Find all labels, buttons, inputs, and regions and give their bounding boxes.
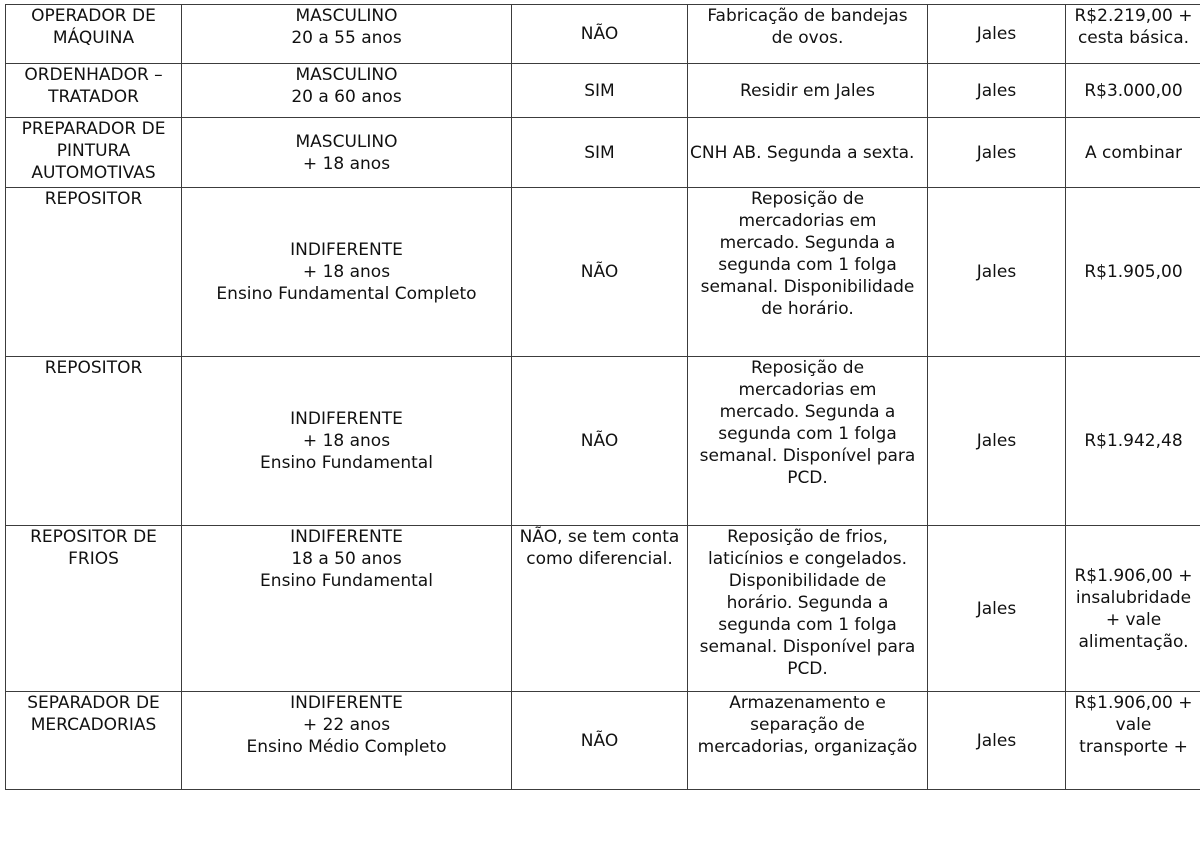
requisitos-line: INDIFERENTE [290, 527, 403, 547]
cell-salario [1066, 357, 1200, 526]
requisitos-line: + 18 anos [302, 431, 391, 451]
salario-line: R$3.000,00 [1084, 80, 1183, 101]
experiencia-line: SIM [584, 80, 615, 101]
cell-requisitos [182, 692, 512, 790]
observacao-line: mercadorias em [738, 211, 877, 231]
observacao-line: de horário. [761, 299, 854, 319]
salario-line: R$1.942,48 [1084, 431, 1183, 451]
cell-experiencia [512, 188, 688, 357]
cell-cargo [6, 188, 182, 357]
cidade-line: Jales [976, 730, 1017, 751]
observacao-line: mercado. Segunda a [719, 233, 896, 253]
observacao-line: mercadorias em [738, 380, 877, 400]
salario-line: R$1.906,00 + [1074, 565, 1193, 586]
cell-cidade [928, 188, 1066, 357]
table-row [6, 188, 1200, 357]
cell-cidade [928, 5, 1066, 64]
table-row [6, 526, 1200, 692]
cell-cidade [928, 64, 1066, 118]
cell-cargo [6, 118, 182, 188]
cargo-line: REPOSITOR [44, 189, 143, 209]
cell-cidade [928, 357, 1066, 526]
cell-experiencia [512, 64, 688, 118]
requisitos-line: INDIFERENTE [290, 693, 403, 713]
observacao-line: segunda com 1 folga [718, 615, 897, 635]
experiencia-line: NÃO [580, 431, 619, 451]
cell-experiencia [512, 692, 688, 790]
requisitos-line: INDIFERENTE [290, 240, 403, 260]
salario-line: transporte + [1079, 737, 1188, 757]
observacao-line: semanal. Disponibilidade [700, 277, 915, 297]
cidade-line: Jales [976, 431, 1017, 451]
observacao-line: separação de [750, 715, 865, 735]
salario-line: R$1.905,00 [1084, 262, 1183, 282]
cargo-line: FRIOS [68, 549, 119, 569]
salario-line: + vale [1105, 609, 1162, 630]
observacao-line: PCD. [787, 659, 828, 679]
cell-requisitos [182, 526, 512, 692]
salario-line: alimentação. [1078, 631, 1189, 652]
cell-salario [1066, 64, 1200, 118]
cidade-line: Jales [976, 262, 1017, 282]
requisitos-line: Ensino Fundamental [260, 453, 433, 473]
requisitos-line: + 22 anos [302, 715, 391, 735]
cell-salario [1066, 118, 1200, 188]
cell-cargo [6, 5, 182, 64]
observacao-line: semanal. Disponível para [699, 637, 916, 657]
requisitos-line: + 18 anos [302, 153, 391, 174]
cell-observacao [688, 692, 928, 790]
cell-observacao [688, 5, 928, 64]
experiencia-line: como diferencial. [526, 549, 673, 569]
table-row [6, 5, 1200, 64]
cell-requisitos [182, 118, 512, 188]
observacao-line: Reposição de [750, 358, 865, 378]
cargo-line: OPERADOR DE [31, 6, 156, 26]
observacao-line: mercadorias, organização [697, 737, 918, 757]
cell-salario [1066, 692, 1200, 790]
cargo-line: PINTURA [56, 141, 131, 161]
table-row [6, 692, 1200, 790]
cargo-line: MÁQUINA [52, 28, 135, 48]
experiencia-line: NÃO [580, 24, 619, 44]
cidade-line: Jales [976, 24, 1017, 44]
requisitos-line: + 18 anos [302, 262, 391, 282]
cell-cargo [6, 357, 182, 526]
observacao-line: segunda com 1 folga [718, 255, 897, 275]
cell-requisitos [182, 188, 512, 357]
cell-observacao [688, 188, 928, 357]
cargo-line: SEPARADOR DE [27, 693, 160, 713]
cell-cargo [6, 64, 182, 118]
cell-experiencia [512, 357, 688, 526]
experiencia-line: NÃO [580, 730, 619, 751]
cidade-line: Jales [976, 80, 1017, 101]
observacao-line: Disponibilidade de [728, 571, 887, 591]
salario-line: R$1.906,00 + [1074, 693, 1193, 713]
observacao-line: PCD. [787, 468, 828, 488]
cell-cargo [6, 692, 182, 790]
experiencia-line: NÃO, se tem conta [519, 527, 680, 547]
cargo-line: REPOSITOR DE [30, 527, 157, 547]
cell-cidade [928, 526, 1066, 692]
table-row [6, 118, 1200, 188]
cargo-line: ORDENHADOR – [24, 65, 163, 85]
requisitos-line: MASCULINO [295, 65, 398, 85]
cell-observacao [688, 118, 928, 188]
requisitos-line: MASCULINO [295, 6, 398, 26]
cargo-line: REPOSITOR [44, 358, 143, 378]
cell-cidade [928, 118, 1066, 188]
observacao-line: CNH AB. Segunda a sexta. [690, 142, 915, 163]
job-listings-table [5, 4, 1200, 790]
observacao-line: mercado. Segunda a [719, 402, 896, 422]
observacao-line: Residir em Jales [740, 80, 875, 101]
salario-line: cesta básica. [1077, 28, 1190, 48]
experiencia-line: SIM [584, 142, 615, 163]
salario-line: vale [1115, 715, 1152, 735]
cidade-line: Jales [976, 142, 1017, 163]
requisitos-line: Ensino Fundamental Completo [216, 284, 477, 304]
observacao-line: Reposição de frios, [727, 527, 888, 547]
cell-salario [1066, 526, 1200, 692]
cell-observacao [688, 526, 928, 692]
cell-experiencia [512, 118, 688, 188]
experiencia-line: NÃO [580, 262, 619, 282]
cargo-line: AUTOMOTIVAS [31, 163, 156, 183]
cell-requisitos [182, 64, 512, 118]
observacao-line: segunda com 1 folga [718, 424, 897, 444]
requisitos-line: 18 a 50 anos [291, 549, 402, 569]
cell-cidade [928, 692, 1066, 790]
table-row [6, 64, 1200, 118]
cell-observacao [688, 357, 928, 526]
cargo-line: PREPARADOR DE [21, 119, 166, 139]
cell-observacao [688, 64, 928, 118]
cell-requisitos [182, 5, 512, 64]
requisitos-line: 20 a 60 anos [291, 87, 402, 107]
cell-salario [1066, 188, 1200, 357]
observacao-line: semanal. Disponível para [699, 446, 916, 466]
salario-line: R$2.219,00 + [1074, 6, 1193, 26]
cidade-line: Jales [976, 598, 1017, 619]
observacao-line: laticínios e congelados. [708, 549, 907, 569]
salario-line: A combinar [1084, 142, 1183, 163]
observacao-line: Reposição de [750, 189, 865, 209]
requisitos-line: 20 a 55 anos [291, 28, 402, 48]
cell-salario [1066, 5, 1200, 64]
cell-cargo [6, 526, 182, 692]
observacao-line: de ovos. [771, 28, 844, 48]
cargo-line: MERCADORIAS [30, 715, 157, 735]
observacao-line: Armazenamento e [729, 693, 886, 713]
observacao-line: horário. Segunda a [726, 593, 889, 613]
requisitos-line: MASCULINO [295, 131, 398, 152]
table-row [6, 357, 1200, 526]
requisitos-line: Ensino Médio Completo [246, 737, 447, 757]
salario-line: insalubridade [1075, 587, 1192, 608]
cell-experiencia [512, 526, 688, 692]
observacao-line: Fabricação de bandejas [707, 6, 908, 26]
requisitos-line: INDIFERENTE [290, 409, 403, 429]
cell-experiencia [512, 5, 688, 64]
requisitos-line: Ensino Fundamental [260, 571, 433, 591]
cargo-line: TRATADOR [48, 87, 139, 107]
cell-requisitos [182, 357, 512, 526]
